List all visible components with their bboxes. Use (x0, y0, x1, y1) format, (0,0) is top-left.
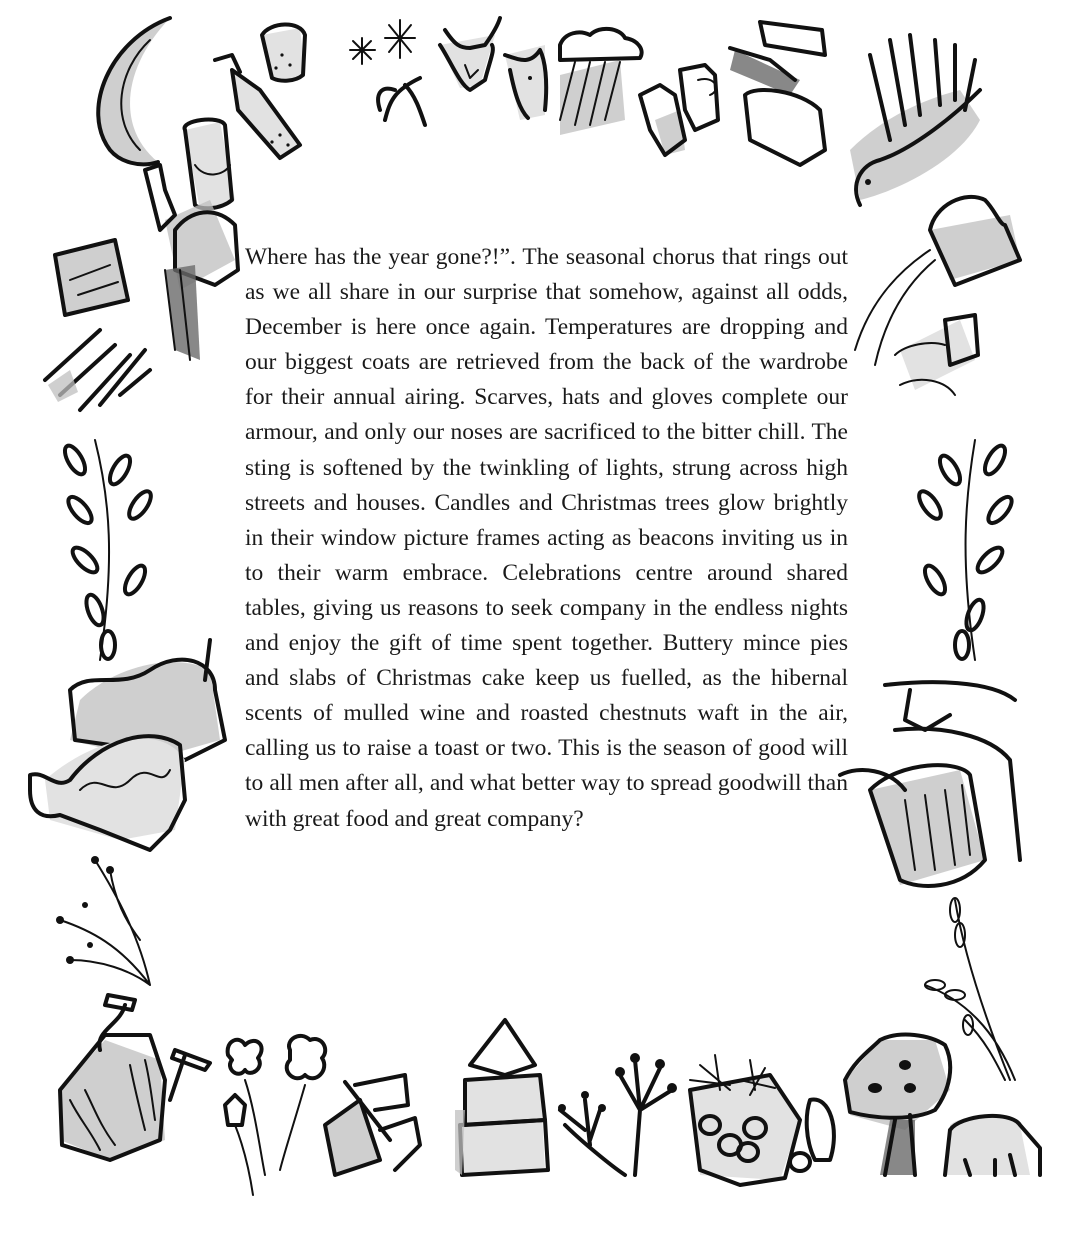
barrel-icon (840, 765, 985, 886)
panettone-icon (262, 24, 305, 82)
herb-sprigs-icon (558, 1053, 677, 1175)
flowers-icon (225, 1036, 325, 1195)
goat-icon (440, 18, 500, 90)
goat-icon (505, 45, 546, 120)
crescent-moon-icon (98, 18, 170, 164)
yule-log-icon (60, 995, 210, 1160)
bird-icon (850, 35, 980, 205)
chestnut-plate-icon (690, 1055, 834, 1185)
article-body (245, 240, 848, 837)
layered-cake-icon (455, 1020, 548, 1175)
rain-cloud-icon (560, 29, 642, 135)
jars-icon (640, 65, 718, 155)
cows-icon (30, 640, 225, 850)
hands-bread-icon (730, 22, 825, 165)
cheese-knife-icon (325, 1075, 420, 1175)
pig-icon (945, 1116, 1040, 1175)
tree-icon (845, 1035, 950, 1175)
olive-branch-icon (61, 440, 155, 660)
olive-branch-icon (915, 440, 1016, 660)
flowers-icon (350, 20, 425, 125)
body-paragraph: Where has the year gone?!”. The seasonal chorus that rings out as we all share in our surprise that somehow, against all odds, December is here once again. Temperatures are dropping and our biggest coats are retrieved from the back of the wardrobe for their annual airing. Scarves, hats and gloves complete our armour, and only our noses are sacrificed to the bitter chill. The sting is softened by the twinkling of lights, strung across high streets and houses. Candles and Christmas trees glow brightly in their window picture frames acting as beacons inviting us in to their warm embrace. Celebrations centre around shared tables, giving us reasons to seek company in the endless nights and enjoy the gift of time spent together. Buttery mince pies and slabs of Christmas cake keep us fuelled, as the hibernal scents of mulled wine and roasted chestnuts waft in the air, calling us to raise a toast or two. This is the season of good will to all men after all, and what better way to spread goodwill than with great food and great company? (245, 244, 848, 832)
wildflower-icon (56, 856, 150, 985)
pie-icon (55, 240, 128, 315)
cutlery-icon (45, 330, 150, 410)
milk-churn-icon (185, 120, 235, 210)
teapot-pouring-icon (855, 197, 1020, 395)
